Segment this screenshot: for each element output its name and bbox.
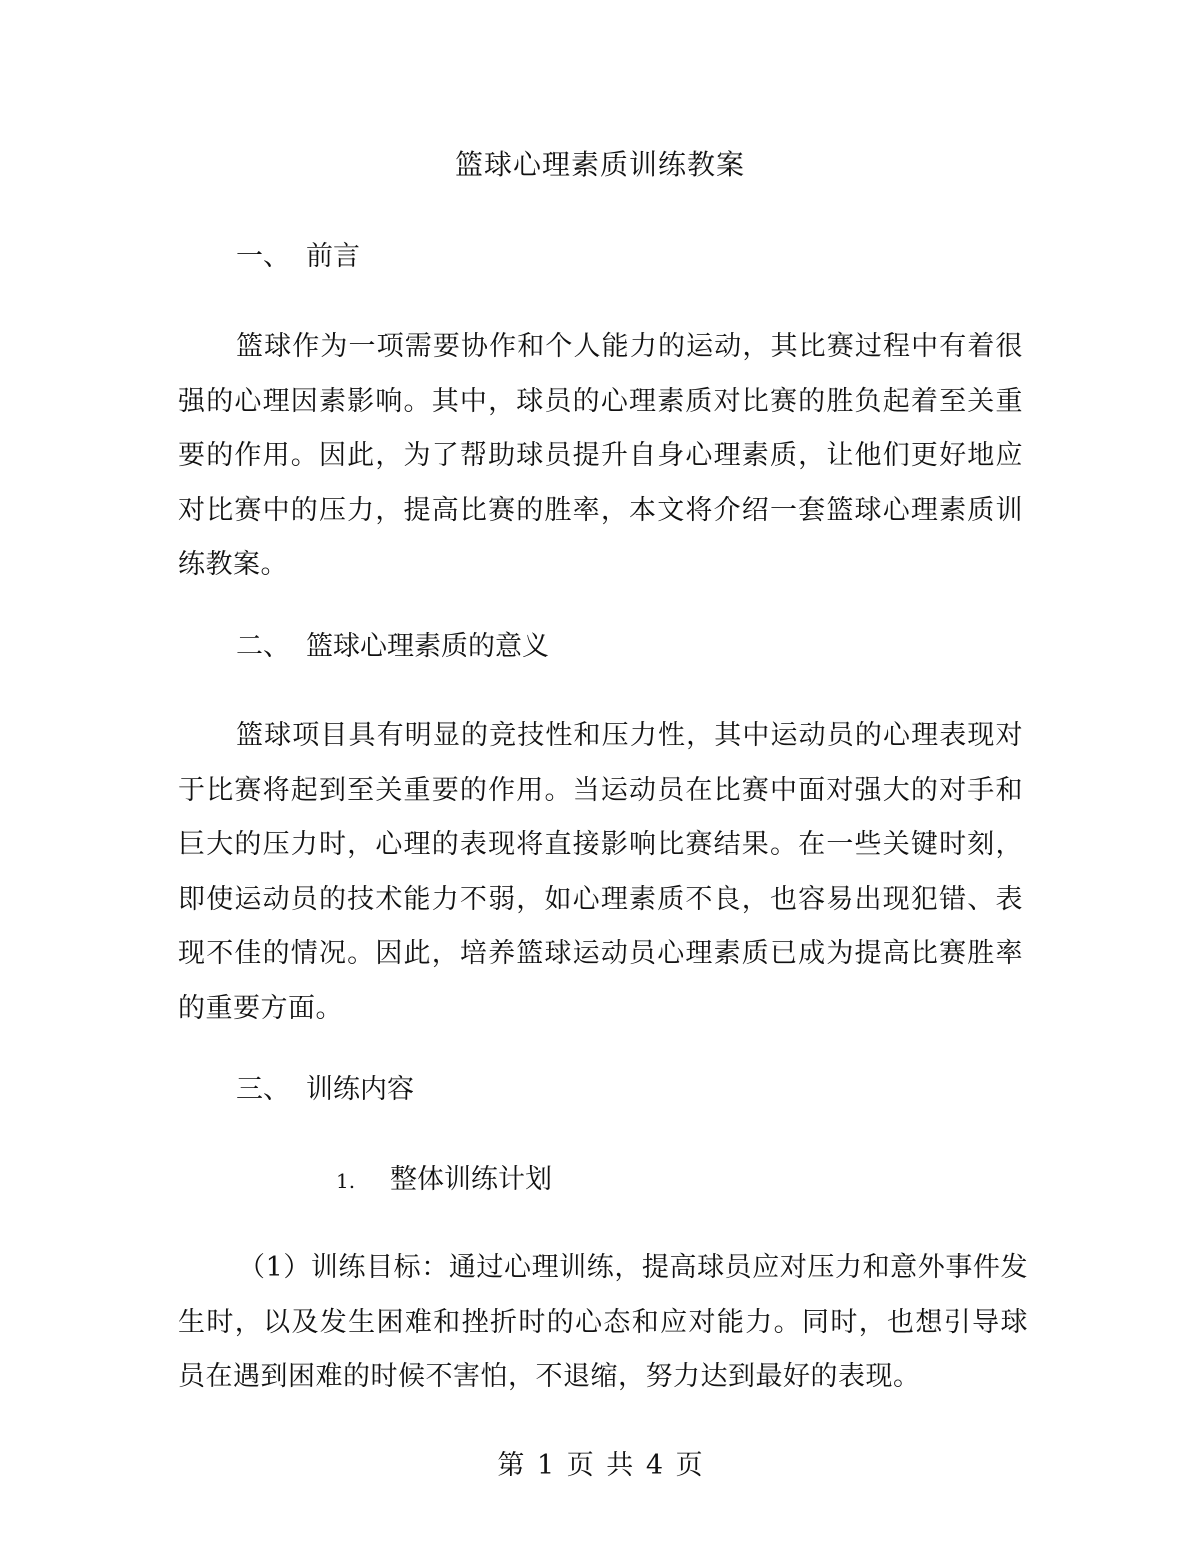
page-footer: 第 1 页 共 4 页	[497, 1450, 703, 1481]
section-heading-training-content	[236, 1072, 414, 1108]
section-number: 一、	[236, 241, 290, 272]
subsection-number: 1.	[336, 1169, 356, 1193]
document-title: 篮球心理素质训练教案	[454, 148, 745, 181]
paragraph-training-goal: （1）训练目标：通过心理训练，提高球员应对压力和意外事件发生时，以及发生困难和挫折时的心态和应对能力。同时，也想引导球员在遇到困难的时候不害怕，不退缩，努力达到最好的表现。	[178, 1252, 1028, 1392]
section-number: 二、	[236, 631, 290, 662]
section-number: 三、	[236, 1074, 290, 1105]
subsection-title: 整体训练计划	[390, 1164, 552, 1195]
paragraph-significance: 篮球项目具有明显的竞技性和压力性，其中运动员的心理表现对于比赛将起到至关重要的作用。当运动员在比赛中面对强大的对手和巨大的压力时，心理的表现将直接影响比赛结果。在一些关键时刻，即使运动员的技术能力不弱，如心理素质不良，也容易出现犯错、表现不佳的情况。因此，培养篮球运动员心理素质已成为提高比赛胜率的重要方面。	[178, 720, 1023, 1024]
section-title: 篮球心理素质的意义	[306, 631, 549, 662]
section-heading-preface	[236, 239, 360, 275]
subsection-heading-overall-plan	[336, 1162, 552, 1199]
section-title: 训练内容	[306, 1074, 414, 1105]
section-title: 前言	[306, 241, 360, 272]
section-heading-significance	[236, 629, 549, 665]
paragraph-preface: 篮球作为一项需要协作和个人能力的运动，其比赛过程中有着很强的心理因素影响。其中，球员的心理素质对比赛的胜负起着至关重要的作用。因此，为了帮助球员提升自身心理素质，让他们更好地应对比赛中的压力，提高比赛的胜率，本文将介绍一套篮球心理素质训练教案。	[178, 331, 1023, 580]
